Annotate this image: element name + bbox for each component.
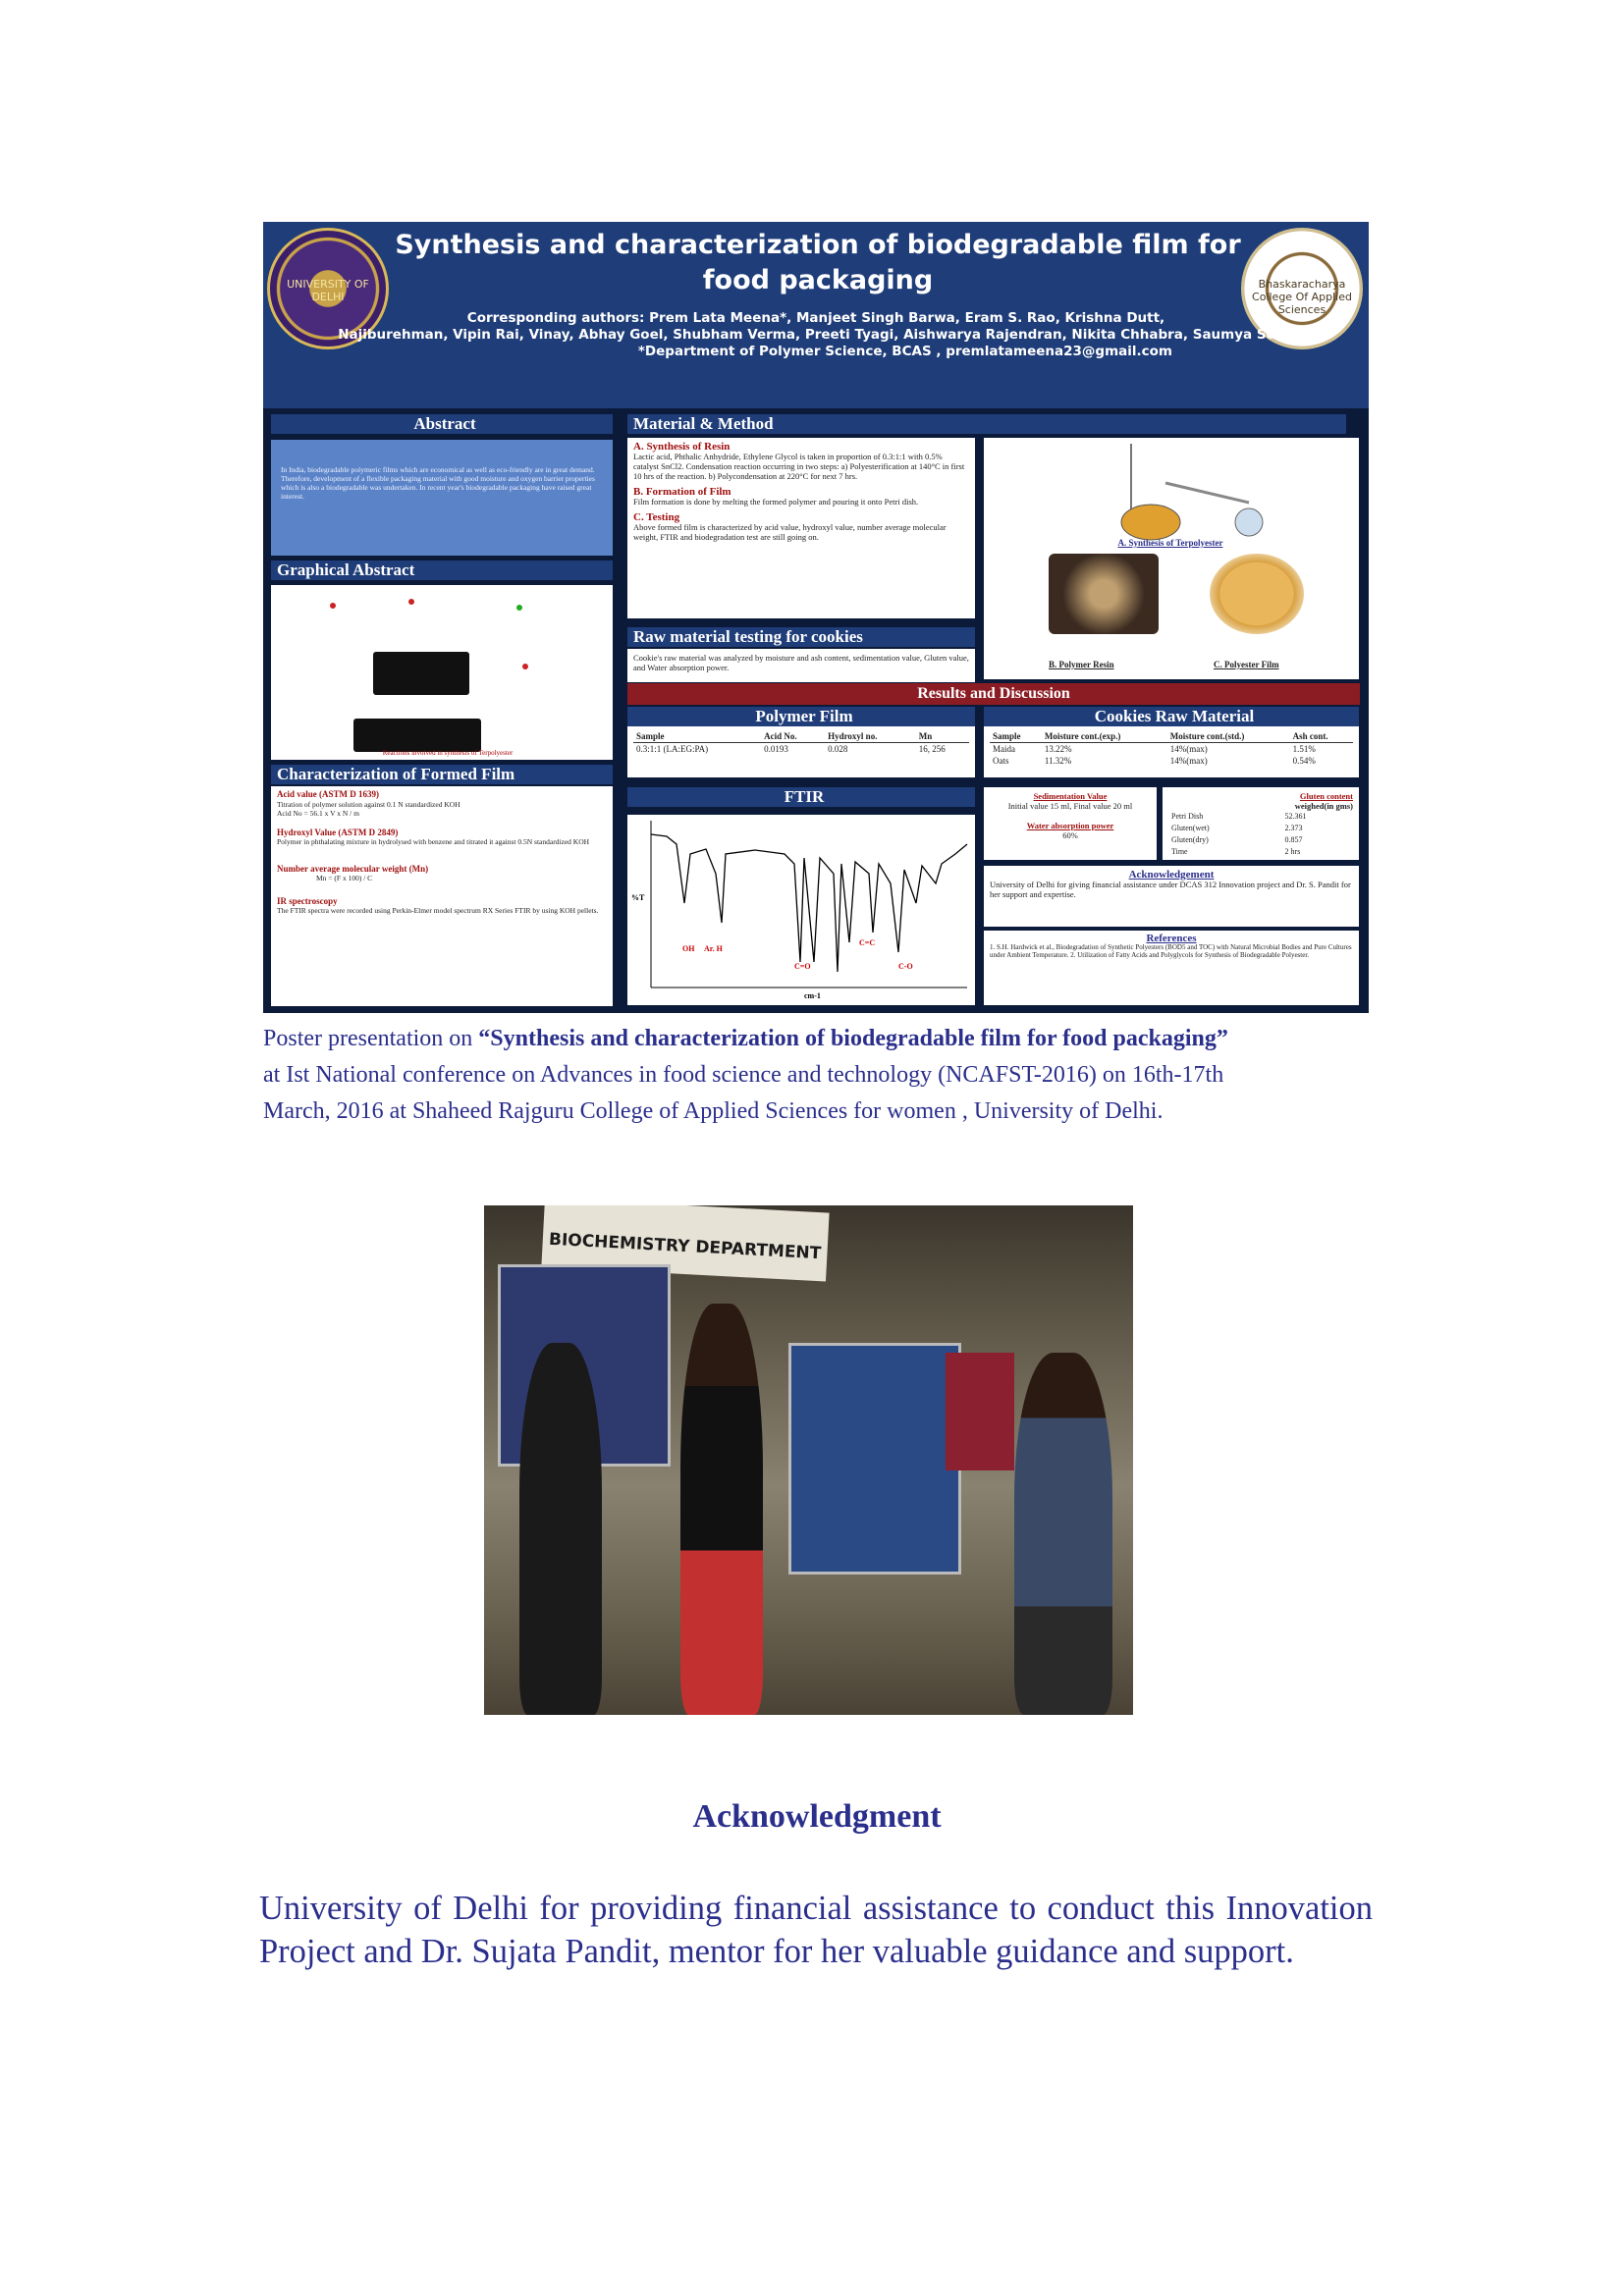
- raw-material-text: Cookie's raw material was analyzed by moisture and ash content, sedimentation value, Gluten value, and Water absorption power.: [627, 649, 975, 682]
- ftir-x-label: cm-1: [804, 991, 821, 1000]
- graphical-abstract-caption: Reactions involved in synthesis of Terpolyester: [382, 749, 514, 757]
- graphical-abstract-panel: [271, 585, 613, 760]
- synthesis-images-panel: [984, 438, 1359, 679]
- characterization-heading: Characterization of Formed Film: [271, 765, 613, 784]
- ftir-peak-label: OH: [682, 944, 695, 953]
- ftir-y-label: %T: [631, 893, 645, 902]
- abstract-text: In India, biodegradable polymeric films which are economical as well as eco-friendly are in great demand. Therefore, development of a flexible packaging material with good moisture and oxygen barrier properties which is also a biodegradable was undertaken. In recent year's biodegradable packaging have raised great interest.: [271, 440, 613, 556]
- poster-authors: Corresponding authors: Prem Lata Meena*, Manjeet Singh Barwa, Eram S. Rao, Krishna Dutt, Najiburehman, Vipin Rai, Vinay, Abhay Goel, Shubham Verma, Preeti Tyagi, Aishwarya Rajendran, Nikita Chhabra, Saumya Sood: [338, 310, 1294, 343]
- acknowledgment-body: University of Delhi for providing financial assistance to conduct this Innovation Project and Dr. Sujata Pandit, mentor for her valuable guidance and support.: [259, 1890, 1373, 1970]
- cookies-heading: Cookies Raw Material: [984, 707, 1359, 726]
- university-of-delhi-logo-icon: UNIVERSITY OF DELHI: [267, 228, 389, 349]
- ftir-heading: FTIR: [627, 787, 975, 807]
- results-heading: Results and Discussion: [627, 683, 1360, 705]
- ftir-peak-label: C=O: [794, 962, 811, 971]
- acknowledgment-heading: Acknowledgment: [692, 1798, 942, 1835]
- graphical-abstract-heading: Graphical Abstract: [271, 561, 613, 580]
- poster-caption: Poster presentation on “Synthesis and characterization of biodegradable film for food packaging” at Ist National conference on Advances in food science and technology (NCAFST-2016) on 16th-17th March, 2016 at Shaheed Rajguru College of Applied Sciences for women , University of Delhi.: [263, 1026, 1228, 1124]
- poster-department: *Department of Polymer Science, BCAS , premlatameena23@gmail.com: [637, 344, 1172, 359]
- cookies-table: Sample Moisture cont.(exp.) Moisture cont.(std.) Ash cont. Maida 13.22% 14%(max) 1.51% Oats 11.32% 14%(max) 0.54%: [984, 726, 1359, 777]
- poster-image: [263, 222, 1369, 1013]
- department-sign: BIOCHEMISTRY DEPARTMENT: [541, 1205, 829, 1282]
- ftir-peak-label: Ar. H: [704, 944, 723, 953]
- characterization-panel: Acid value (ASTM D 1639) Titration of polymer solution against 0.1 N standardized KOH Acid No = 56.1 x V x N / m Hydroxyl Value (ASTM D 2849) Polymer in phthalating mixture in hydrolysed with benzene and titrated it against 0.5N standardized KOH Number average molecular weight (Mn) Mn = (F x 100) / C IR spectroscopy The FTIR spectra were recorded using Perkin-Elmer model spectrum RX Series FTIR by using KOH pellets.: [271, 786, 613, 1006]
- apparatus-diagram-icon: [1072, 444, 1269, 542]
- poster-board: [788, 1343, 961, 1575]
- polymer-film-heading: Polymer Film: [627, 707, 975, 726]
- resin-caption: B. Polymer Resin: [1049, 660, 1114, 669]
- material-method-panel: A. Synthesis of Resin Lactic acid, Phthalic Anhydride, Ethylene Glycol is taken in proportion of 0.3:1:1 with 0.5% catalyst SnCl2. Condensation reaction occurring in two steps: a) Polyesterification at 140°C in first 10 hrs of the reaction. b) Polycondensation at 220°C for next 7 hrs. B. Formation of Film Film formation is done by melting the formed polymer and pouring it onto Petri dish. C. Testing Above formed film is characterized by acid value, hydroxyl value, number average molecular weight, FTIR and biodegradation test are still going on.: [627, 438, 975, 618]
- poster-header: [263, 222, 1369, 408]
- person: [519, 1343, 602, 1715]
- film-caption: C. Polyester Film: [1214, 660, 1279, 669]
- polymer-film-table: Sample Acid No. Hydroxyl no. Mn 0.3:1:1 (LA:EG:PA) 0.0193 0.028 16, 256: [627, 726, 975, 777]
- poster-title: Synthesis and characterization of biodegradable film for food packaging: [395, 230, 1241, 295]
- conference-photo: [484, 1205, 1133, 1715]
- synthesis-caption: A. Synthesis of Terpolyester: [1117, 538, 1223, 548]
- references-panel: References 1. S.H. Hardwick et al., Biodegradation of Synthetic Polyesters (BOD5 and TOC) with Natural Microbial Bodies and Pure Cultures under Ambient Temperature. 2. Utilization of Fatty Acids and Polyglycols for Synthesis of Biodegradable Polyester.: [984, 931, 1359, 1005]
- ftir-spectrum-icon: [627, 815, 975, 1005]
- person: [1014, 1353, 1112, 1715]
- raw-material-heading: Raw material testing for cookies: [627, 627, 975, 647]
- ftir-peak-label: C=C: [859, 938, 876, 947]
- college-logo-icon: Bhaskaracharya College Of Applied Sciences: [1241, 228, 1363, 349]
- molecule-model-icon: [373, 652, 469, 695]
- gluten-panel: Gluten content weighed(in gms) Petri Dish 52.361 Gluten(wet) 2.373 Gluten(dry) 0.857 Time 2 hrs: [1163, 787, 1359, 860]
- sedimentation-panel: Sedimentation Value Initial value 15 ml, Final value 20 ml Water absorption power 60%: [984, 787, 1157, 860]
- ftir-peak-label: C-O: [898, 962, 913, 971]
- polyester-film-photo: [1210, 554, 1304, 634]
- material-method-heading: Material & Method: [627, 414, 1346, 434]
- molecule-model-icon: [353, 719, 481, 752]
- ftir-chart: [627, 815, 975, 1005]
- polymer-resin-photo: [1049, 554, 1159, 634]
- abstract-heading: Abstract: [271, 414, 613, 434]
- poster-acknowledgement-panel: Acknowledgement University of Delhi for giving financial assistance under DCAS 312 Innovation project and Dr. S. Pandit for her support and expertise.: [984, 866, 1359, 927]
- person: [680, 1304, 763, 1715]
